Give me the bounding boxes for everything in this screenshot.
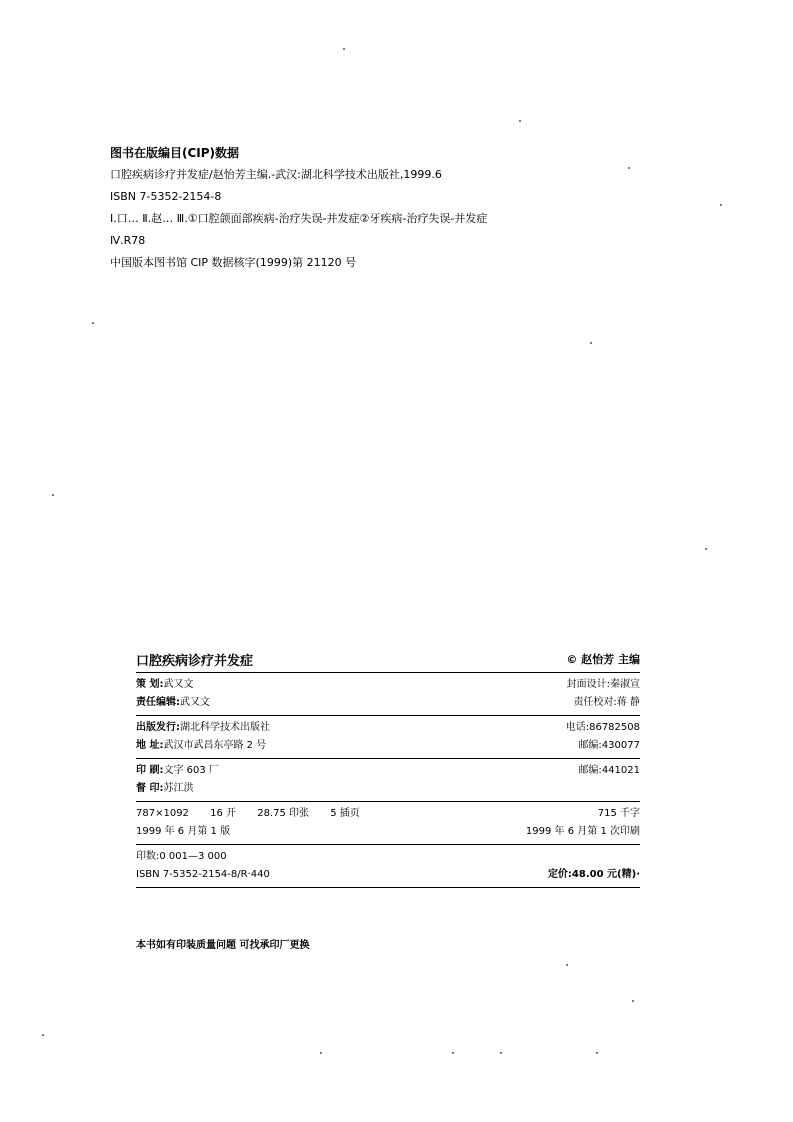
format-value: 787×1092: [136, 808, 189, 819]
print-run-value: 印数:0 001—3 000: [136, 851, 227, 862]
colophon: [136, 646, 640, 888]
cip-line-classification: Ⅳ.R78: [110, 234, 146, 247]
scan-speck: [320, 1052, 322, 1054]
editor-label: 责任编辑:: [136, 697, 180, 708]
scan-speck: [628, 167, 630, 169]
planner-label: 策 划:: [136, 679, 164, 690]
edition-value: 1999 年 6 月第 1 版: [136, 826, 231, 837]
cip-line-record-number: 中国版本图书馆 CIP 数据核字(1999)第 21120 号: [110, 256, 357, 269]
publisher-postcode-value: 430077: [601, 740, 640, 751]
isbn-block: [136, 845, 640, 887]
printer-block: [136, 759, 640, 801]
cip-line-subjects: Ⅰ.口… Ⅱ.赵… Ⅲ.①口腔颌面部疾病-治疗失误-并发症②牙疾病-治疗失误-并发症: [110, 212, 488, 225]
quality-notice: 本书如有印装质量问题 可找承印厂更换: [136, 940, 310, 951]
scan-speck: [720, 204, 722, 206]
sheets-value: 28.75 印张: [257, 808, 310, 819]
cover-value: 秦淑宣: [610, 679, 640, 690]
staff-block: [136, 673, 640, 715]
address-label: 地 址:: [136, 740, 164, 751]
scan-speck: [42, 1034, 44, 1036]
words-value: 715 千字: [597, 808, 640, 819]
distributor-value: 苏江洪: [163, 783, 194, 794]
kai-value: 16 开: [210, 808, 237, 819]
phone-value: 86782508: [589, 722, 640, 733]
cip-line-isbn: ISBN 7-5352-2154-8: [110, 190, 222, 203]
divider: [136, 887, 640, 888]
distributor-label: 督 印:: [136, 783, 164, 794]
format-block: [136, 802, 640, 844]
colophon-header: [136, 646, 640, 672]
isbn-value: ISBN 7-5352-2154-8/R·440: [136, 869, 270, 880]
scan-speck: [705, 548, 707, 550]
plates-value: 5 插页: [330, 808, 360, 819]
scan-speck: [566, 964, 568, 966]
publisher-postcode-label: 邮编:: [578, 740, 602, 751]
publisher-label: 出版发行:: [136, 722, 180, 733]
proof-label: 责任校对:: [573, 697, 617, 708]
scan-speck: [452, 1052, 454, 1054]
cip-data-block: [110, 142, 487, 274]
scan-speck: [632, 1000, 634, 1002]
proof-value: 蒋 静: [616, 697, 640, 708]
cip-title: 图书在版编目(CIP)数据: [110, 146, 240, 160]
planner-value: 武又文: [163, 679, 194, 690]
printer-postcode-label: 邮编:: [578, 765, 602, 776]
scan-speck: [500, 1052, 502, 1054]
printer-label: 印 刷:: [136, 765, 164, 776]
address-value: 武汉市武昌东亭路 2 号: [163, 740, 267, 751]
impression-value: 1999 年 6 月第 1 次印刷: [525, 826, 640, 837]
scan-speck: [52, 494, 54, 496]
publisher-block: [136, 716, 640, 758]
scan-speck: [519, 120, 521, 122]
phone-label: 电话:: [565, 722, 590, 733]
scan-speck: [343, 48, 345, 50]
scan-speck: [590, 342, 592, 344]
scan-speck: [596, 1052, 598, 1054]
cip-line-book: 口腔疾病诊疗并发症/赵怡芳主编.-武汉:湖北科学技术出版社,1999.6: [110, 168, 442, 181]
scan-speck: [92, 322, 94, 324]
printer-postcode-value: 441021: [601, 765, 640, 776]
editor-value: 武又文: [180, 697, 210, 708]
printer-value: 文字 603 厂: [163, 765, 219, 776]
publisher-value: 湖北科学技术出版社: [180, 722, 270, 733]
cover-label: 封面设计:: [566, 679, 610, 690]
book-title: 口腔疾病诊疗并发症: [136, 653, 254, 669]
price-value: 定价:48.00 元(精)·: [547, 869, 640, 880]
author-credit: © 赵怡芳 主编: [566, 653, 640, 666]
